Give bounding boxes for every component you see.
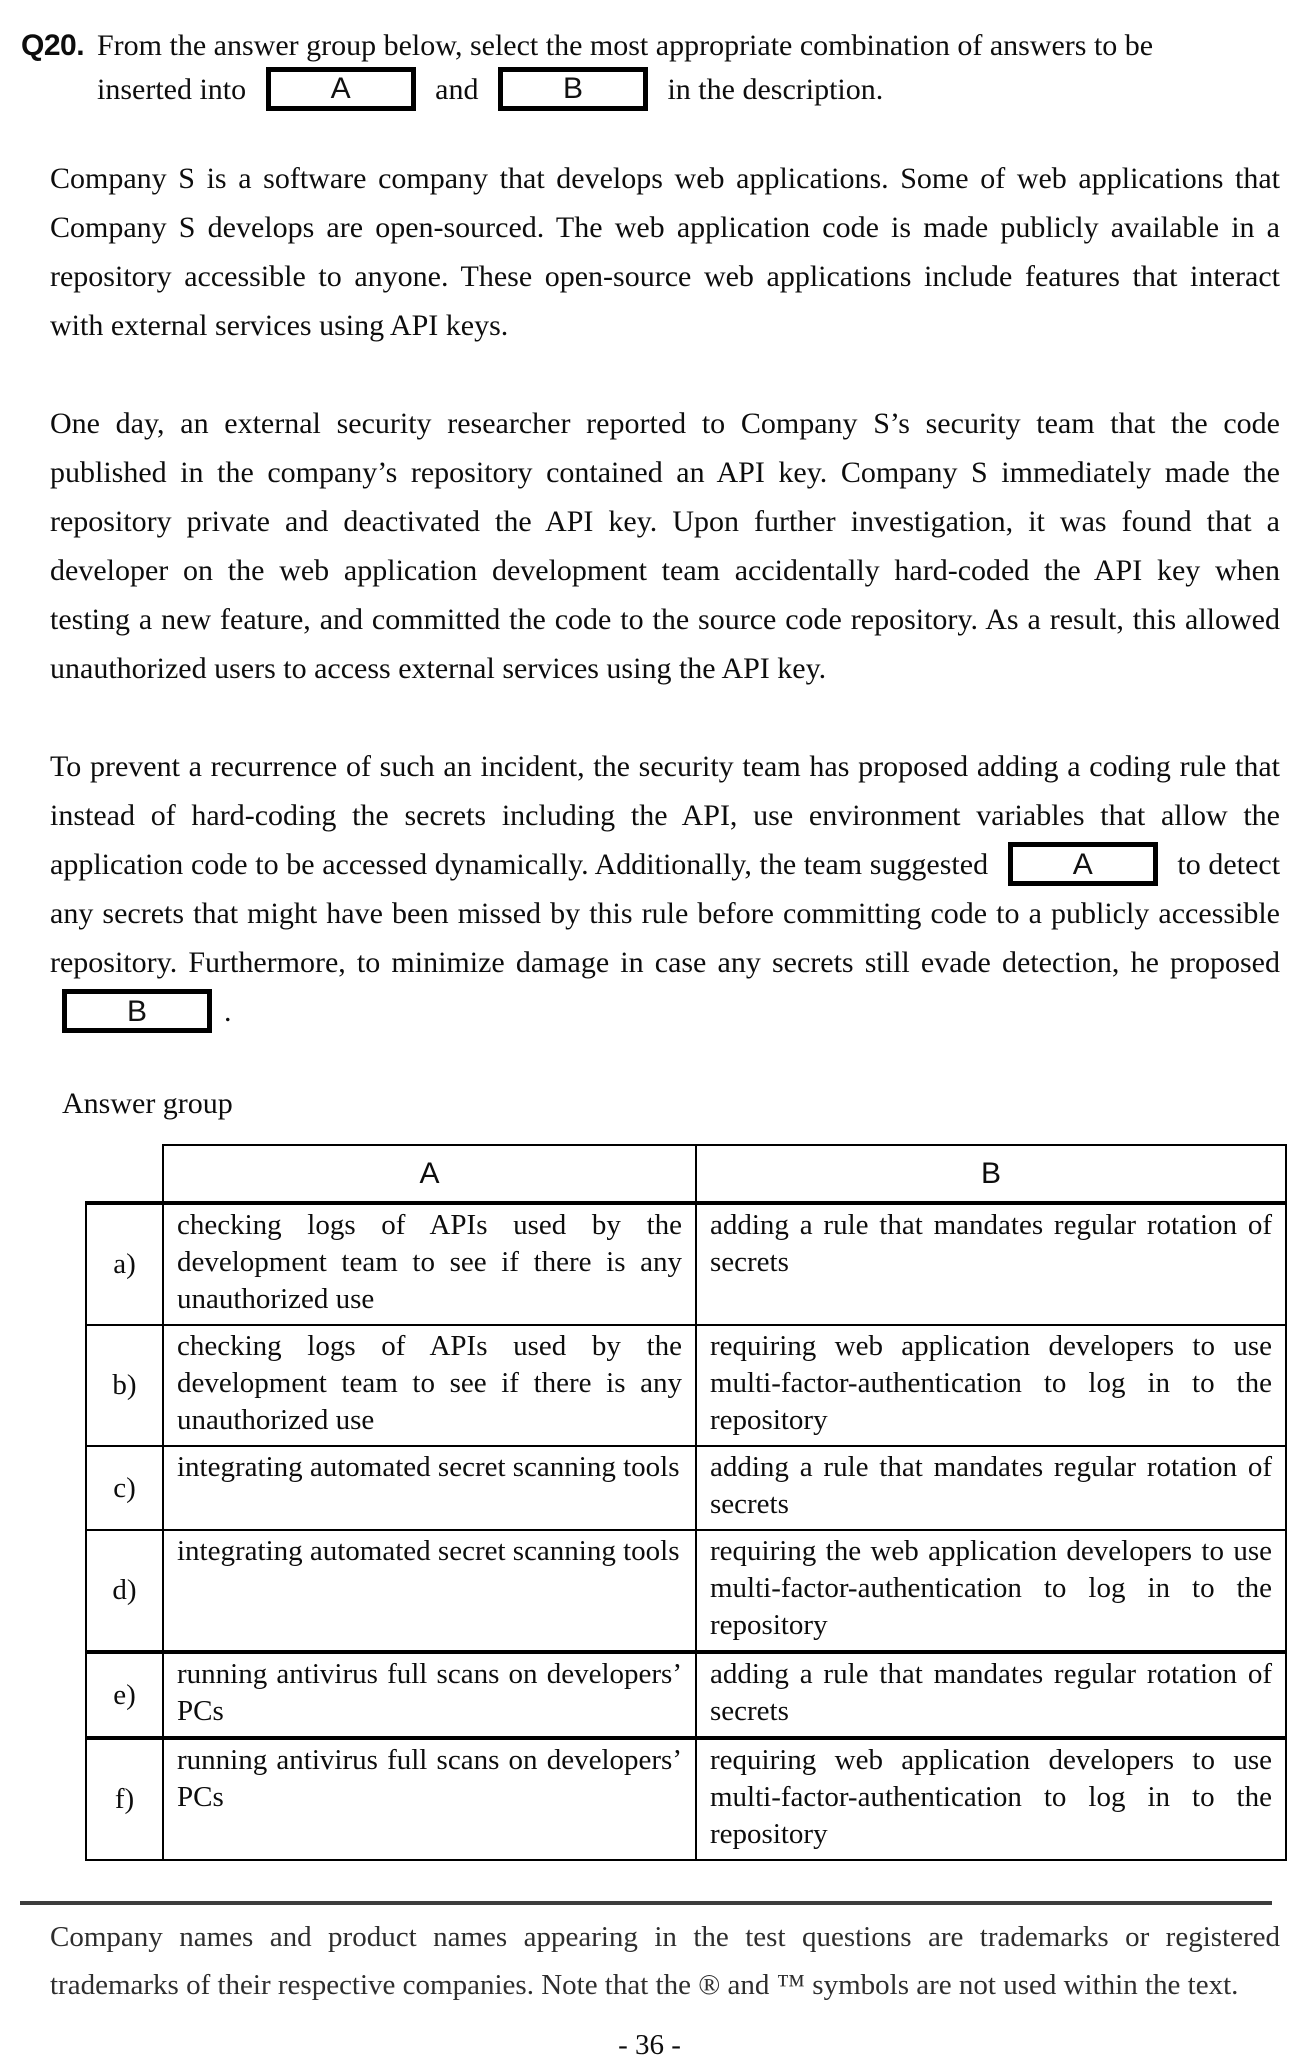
blank-box-b-label: B bbox=[562, 72, 583, 106]
row-d-option-a: integrating automated secret scanning tools bbox=[163, 1530, 696, 1652]
answer-row-e bbox=[86, 1652, 1286, 1738]
paragraph-3-pre: To prevent a recurrence of such an incident, the security team has proposed adding a coding rule that instead of hard-coding the secrets including the API, use environment variables that allow the application code to be accessed dynamically. Additionally, the team suggested bbox=[50, 750, 1280, 882]
row-label-d: d) bbox=[86, 1530, 163, 1652]
answer-row-d bbox=[86, 1530, 1286, 1652]
answer-row-f bbox=[86, 1738, 1286, 1860]
answer-row-b bbox=[86, 1325, 1286, 1446]
question-header bbox=[21, 24, 1280, 114]
question-intro-line2-mid: and bbox=[435, 73, 479, 106]
question-number: Q20. bbox=[21, 29, 85, 62]
blank-box-a-inline bbox=[1008, 842, 1158, 886]
blank-box-a bbox=[266, 67, 416, 111]
answer-table-header-row bbox=[86, 1145, 1286, 1203]
question-intro-line2 bbox=[97, 68, 1280, 114]
answer-table bbox=[85, 1144, 1287, 1861]
question-intro-line1: From the answer group below, select the most appropriate combination of answers to be bbox=[97, 29, 1154, 62]
question-intro-line2-post: in the description. bbox=[667, 73, 884, 106]
row-label-f: f) bbox=[86, 1738, 163, 1860]
paragraph-2: One day, an external security researcher reported to Company S’s security team that the code published in the company’s repository contained an API key. Company S immediately made the repository private and deactivated the API key. Upon further investigation, it was found that a developer on the web application development team accidentally hard-coded the API key when testing a new feature, and committed the code to the source code repository. As a result, this allowed unauthorized users to access external services using the API key. bbox=[50, 407, 1280, 686]
footer-divider bbox=[20, 1901, 1272, 1905]
row-b-option-b: requiring web application developers to use multi-factor-authentication to log in to the repository bbox=[696, 1325, 1286, 1446]
row-e-option-a: running antivirus full scans on developers’ PCs bbox=[163, 1652, 696, 1738]
answer-row-a bbox=[86, 1203, 1286, 1325]
row-a-option-a: checking logs of APIs used by the development team to see if there is any unauthorized use bbox=[163, 1203, 696, 1325]
answer-table-header-b: B bbox=[696, 1145, 1286, 1203]
blank-box-b bbox=[498, 67, 648, 111]
row-c-option-b: adding a rule that mandates regular rotation of secrets bbox=[696, 1446, 1286, 1530]
row-a-option-b: adding a rule that mandates regular rotation of secrets bbox=[696, 1203, 1286, 1325]
blank-box-a-inline-label: A bbox=[1072, 847, 1093, 881]
blank-box-b-inline bbox=[62, 989, 212, 1033]
row-f-option-a: running antivirus full scans on developers’ PCs bbox=[163, 1738, 696, 1860]
row-label-a: a) bbox=[86, 1203, 163, 1325]
page-number: - 36 - bbox=[618, 2029, 681, 2062]
row-b-option-a: checking logs of APIs used by the development team to see if there is any unauthorized use bbox=[163, 1325, 696, 1446]
row-c-option-a: integrating automated secret scanning tools bbox=[163, 1446, 696, 1530]
blank-box-b-inline-label: B bbox=[126, 994, 147, 1028]
row-f-option-b: requiring web application developers to use multi-factor-authentication to log in to the repository bbox=[696, 1738, 1286, 1860]
question-intro-line2-pre: inserted into bbox=[97, 73, 247, 106]
paragraph-3-end: . bbox=[224, 995, 232, 1029]
answer-table-header-a: A bbox=[163, 1145, 696, 1203]
paragraph-3 bbox=[50, 742, 1280, 1036]
answer-table-corner bbox=[86, 1145, 163, 1203]
row-e-option-b: adding a rule that mandates regular rotation of secrets bbox=[696, 1652, 1286, 1738]
question-text bbox=[97, 24, 1280, 114]
row-label-c: c) bbox=[86, 1446, 163, 1530]
blank-box-a-label: A bbox=[330, 72, 351, 106]
footer-trademark-note: Company names and product names appearing in the test questions are trademarks or registered trademarks of their respective companies. Note that the ® and ™ symbols are not used within the text. bbox=[50, 1921, 1280, 2002]
answer-group-label: Answer group bbox=[62, 1087, 233, 1121]
paragraph-3-mid: to detect any secrets that might have been missed by this rule before committing code to a publicly accessible repository. Furthermore, to minimize damage in case any secrets still evade detection, he proposed bbox=[50, 848, 1281, 980]
answer-row-c bbox=[86, 1446, 1286, 1530]
row-d-option-b: requiring the web application developers to use multi-factor-authentication to log in to the repository bbox=[696, 1530, 1286, 1652]
row-label-b: b) bbox=[86, 1325, 163, 1446]
paragraph-1: Company S is a software company that develops web applications. Some of web applications that Company S develops are open-sourced. The web application code is made publicly available in a repository accessible to anyone. These open-source web applications include features that interact with external services using API keys. bbox=[50, 162, 1280, 343]
row-label-e: e) bbox=[86, 1652, 163, 1738]
